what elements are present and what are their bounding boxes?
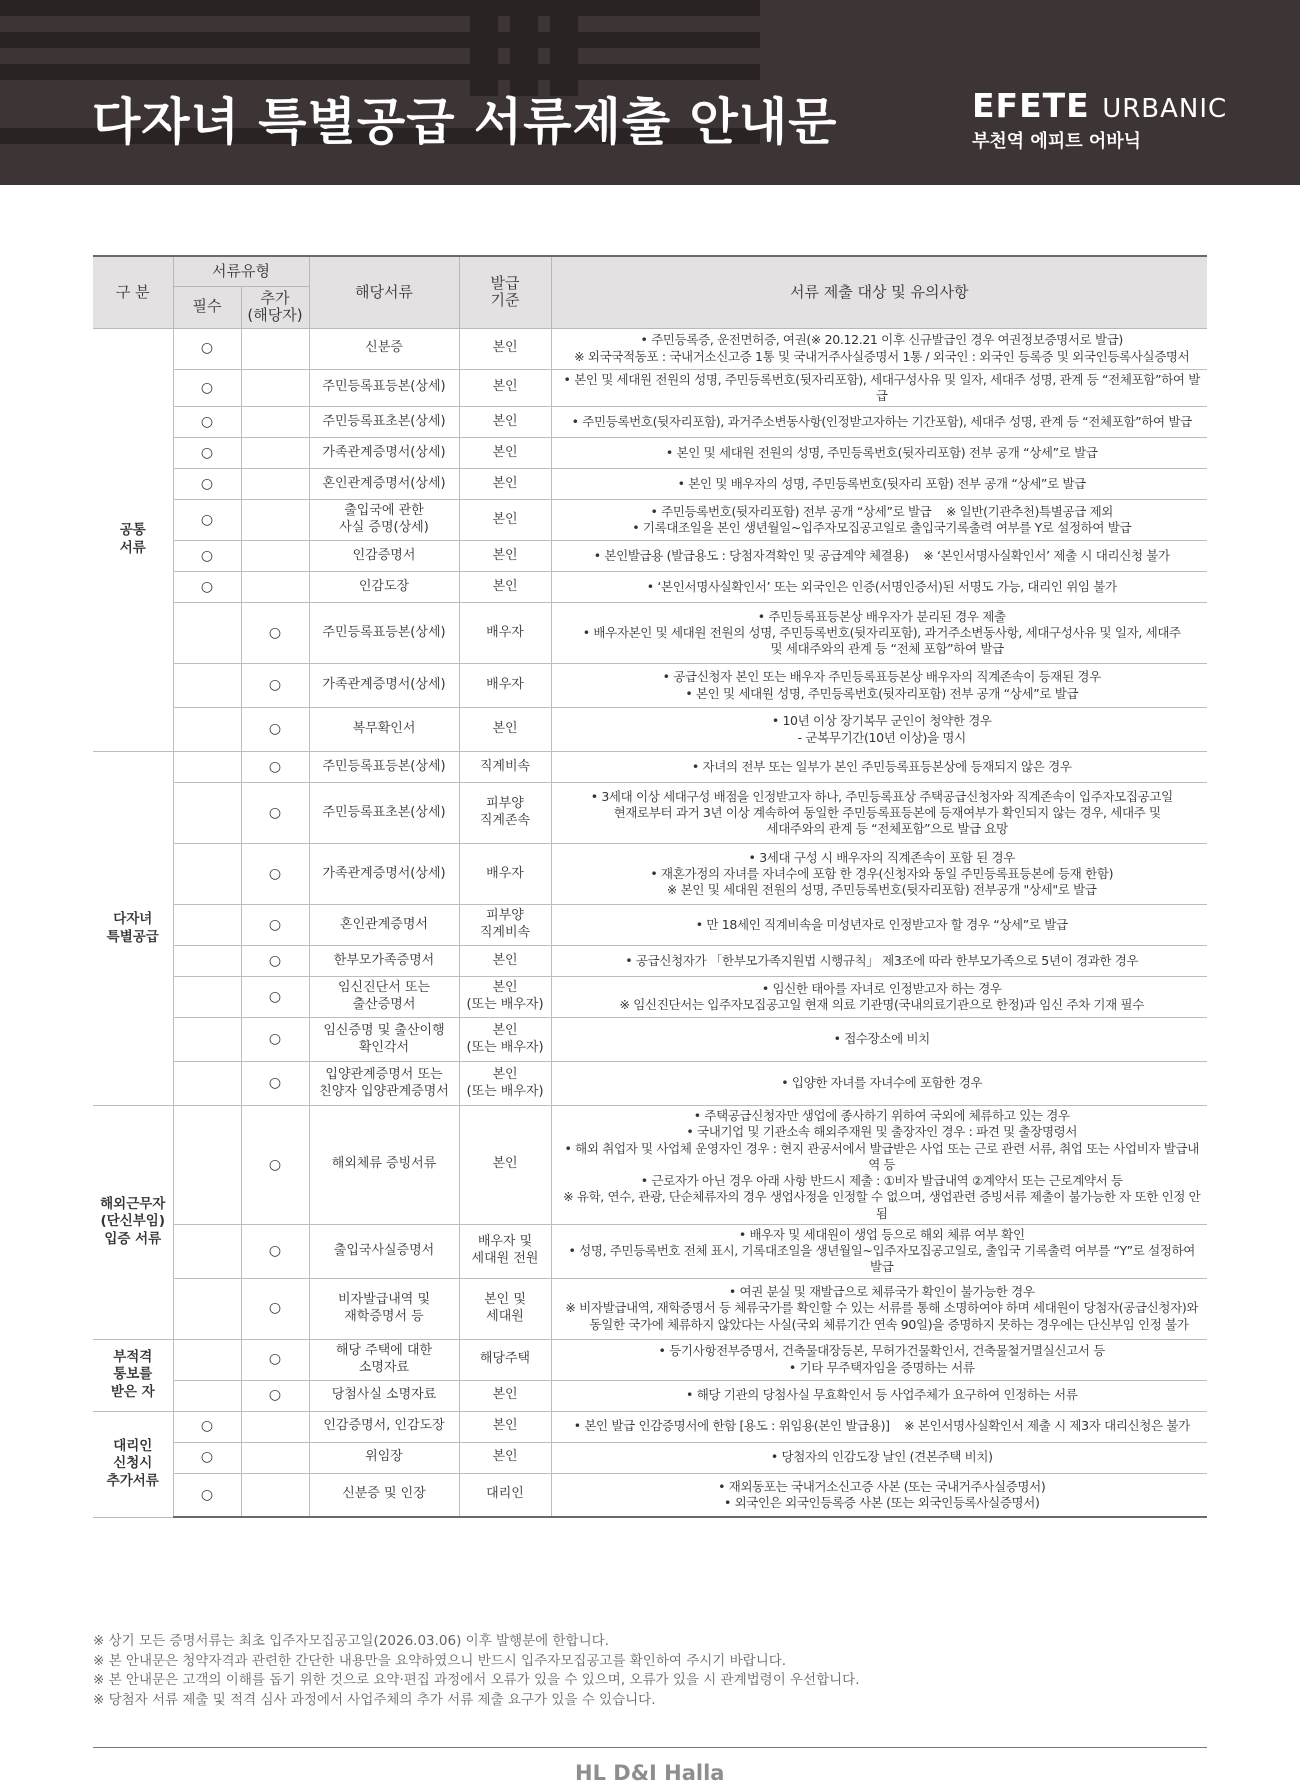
notes-cell [551,977,1207,1018]
table-row [93,1339,1207,1380]
category-cell: 해외근무자 (단신부임) 입증 서류 [93,1106,173,1340]
document-name: 복무확인서 [309,708,459,752]
note-line: • 임신한 태아를 자녀로 인정받고자 하는 경우 [761,980,1002,996]
additional-mark: ○ [241,977,309,1018]
table-row [93,752,1207,783]
table-row [93,946,1207,977]
additional-mark: ○ [241,752,309,783]
document-name: 가족관계증명서(상세) [309,844,459,905]
notes-cell [551,664,1207,708]
note-line: • 3세대 이상 세대구성 배점을 인정받고자 하나, 주민등록표상 주택공급신청자와 직계존속이 입주자모집공고일 [590,788,1173,804]
note-line: • 주민등록번호(뒷자리포함), 과거주소변동사항(인정받고자하는 기간포함), 세대주 성명, 관계 등 “전체포함”하여 발급 [571,413,1192,429]
notes-cell [551,1442,1207,1473]
note-line: • 주민등록번호(뒷자리포함) 전부 공개 “상세”로 발급 ※ 일반(기관추천)특별공급 제외 [650,503,1114,519]
required-mark: ○ [173,1411,241,1442]
issuance-basis: 본인 [459,469,551,500]
document-name: 혼인관계증명서(상세) [309,469,459,500]
required-mark: ○ [173,469,241,500]
additional-mark [241,1442,309,1473]
additional-mark: ○ [241,905,309,946]
note-line: - 군복무기간(10년 이상)을 명시 [797,729,966,745]
issuance-basis: 본인 [459,407,551,438]
table-row [93,905,1207,946]
note-line: • 3세대 구성 시 배우자의 직계존속이 포함 된 경우 [748,849,1015,865]
required-mark [173,1018,241,1062]
note-line: • 해외 취업자 및 사업체 운영자인 경우 : 현지 관공서에서 발급받은 사업 또는 근로 관련 서류, 취업 또는 사업비자 발급내역 등 [564,1140,1199,1172]
additional-mark: ○ [241,1278,309,1339]
note-line: • 기타 무주택자임을 증명하는 서류 [788,1359,975,1375]
note-line: • 본인발급용 (발급용도 : 당첨자격확인 및 공급계약 체결용) ※ ‘본인서명사실확인서’ 제출 시 대리신청 불가 [593,547,1170,563]
issuance-basis: 본인 [459,1411,551,1442]
issuance-basis: 본인 (또는 배우자) [459,1018,551,1062]
note-line: • 10년 이상 장기복무 군인이 청약한 경우 [771,713,992,729]
required-mark [173,1380,241,1411]
category-cell: 공통 서류 [93,328,173,752]
document-name: 주민등록표등본(상세) [309,603,459,664]
notes-cell [551,328,1207,369]
required-mark [173,946,241,977]
table-row [93,438,1207,469]
issuance-basis: 본인 [459,708,551,752]
brand-logo [972,86,1227,153]
footer-divider [93,1747,1207,1748]
note-line: • ‘본인서명사실확인서’ 또는 외국인은 인증(서명인증서)된 서명도 가능, 대리인 위임 불가 [646,578,1117,594]
required-mark: ○ [173,1442,241,1473]
additional-mark [241,1473,309,1517]
additional-mark: ○ [241,1018,309,1062]
issuance-basis: 배우자 및 세대원 전원 [459,1224,551,1278]
additional-mark: ○ [241,946,309,977]
footnote-line: ※ 본 안내문은 청약자격과 관련한 간단한 내용만을 요약하였으니 반드시 입주자모집공고를 확인하여 주시기 바랍니다. [93,1652,787,1669]
note-line: 및 세대주와의 관계 등 “전체 포함”하여 발급 [759,641,1004,657]
document-name: 한부모가족증명서 [309,946,459,977]
additional-mark: ○ [241,1224,309,1278]
note-line: • 여권 분실 및 재발급으로 체류국가 확인이 불가능한 경우 [728,1284,1035,1300]
note-line: • 자녀의 전부 또는 일부가 본인 주민등록표등본상에 등재되지 않은 경우 [691,758,1072,774]
page-title: 다자녀 특별공급 서류제출 안내문 [92,93,838,151]
additional-mark [241,541,309,572]
header-required: 필수 [173,286,241,328]
notes-cell [551,1062,1207,1106]
note-line: • 배우자본인 및 세대원 전원의 성명, 주민등록번호(뒷자리포함), 과거주소변동사항, 세대구성사유 및 일자, 세대주 [582,624,1181,640]
header-document: 해당서류 [309,256,459,328]
brand-sub-text: URBANIC [1102,94,1228,124]
header-stripe [0,0,760,16]
notes-cell [551,572,1207,603]
footnote-line: ※ 본 안내문은 고객의 이해를 돕기 위한 것으로 요약·편집 과정에서 오류가 있을 수 있으며, 오류가 있을 시 관계법령이 우선합니다. [93,1672,860,1689]
documents-table [93,255,1207,1518]
brand-main-text: EFETE [972,86,1090,125]
note-line: • 본인 및 배우자의 성명, 주민등록번호(뒷자리 포함) 전부 공개 “상세”로 발급 [677,475,1086,491]
notes-cell [551,1224,1207,1278]
note-line: • 근로자가 아닌 경우 아래 사항 반드시 제출 : ①비자 발급내역 ②계약서 또는 근로계약서 등 [640,1173,1123,1188]
required-mark: ○ [173,500,241,541]
header-doc-type: 서류유형 [173,256,309,286]
category-cell: 대리인 신청시 추가서류 [93,1411,173,1517]
additional-mark: ○ [241,844,309,905]
company-logo: HL D&I Halla [575,1761,725,1785]
additional-mark: ○ [241,664,309,708]
note-line: • 해당 기관의 당첨사실 무효확인서 등 사업주체가 요구하여 인정하는 서류 [686,1387,1078,1403]
note-line: • 재외동포는 국내거소신고증 사본 (또는 국내거주사실증명서) [718,1478,1046,1494]
required-mark [173,905,241,946]
header-basis: 발급 기준 [459,256,551,328]
note-line: • 주민등록표등본상 배우자가 분리된 경우 제출 [757,608,1006,624]
issuance-basis: 해당주택 [459,1339,551,1380]
note-line: • 국내기업 및 기관소속 해외주재원 및 출장자인 경우 : 파견 및 출장명령서 [686,1124,1078,1140]
document-name: 해당 주택에 대한 소명자료 [309,1339,459,1380]
issuance-basis: 본인 [459,1380,551,1411]
issuance-basis: 대리인 [459,1473,551,1517]
issuance-basis: 본인 [459,541,551,572]
issuance-basis: 배우자 [459,664,551,708]
issuance-basis: 본인 [459,369,551,407]
issuance-basis: 본인 [459,572,551,603]
additional-mark [241,469,309,500]
required-mark: ○ [173,1473,241,1517]
notes-cell [551,438,1207,469]
note-line: • 공급신청자가 「한부모가족지원법 시행규칙」 제3조에 따라 한부모가족으로 5년이 경과한 경우 [625,952,1139,968]
note-line: ※ 비자발급내역, 재학증명서 등 체류국가를 확인할 수 있는 서류를 통해 소명하여야 하며 세대원이 당첨자(공급신청자)와 [565,1300,1199,1316]
footnotes [93,1632,860,1710]
issuance-basis: 배우자 [459,603,551,664]
table-row [93,469,1207,500]
document-name: 인감증명서, 인감도장 [309,1411,459,1442]
required-mark: ○ [173,438,241,469]
issuance-basis: 배우자 [459,844,551,905]
document-name: 임신증명 및 출산이행 확인각서 [309,1018,459,1062]
additional-mark [241,369,309,407]
table-row [93,500,1207,541]
required-mark [173,708,241,752]
header-stripe [0,32,760,48]
notes-cell [551,1473,1207,1517]
table-row [93,783,1207,844]
brand-korean-name: 부천역 에피트 어바닉 [972,131,1142,152]
required-mark [173,1062,241,1106]
note-line: • 접수장소에 비치 [833,1031,930,1047]
notes-cell [551,844,1207,905]
required-mark [173,1106,241,1225]
required-mark [173,752,241,783]
required-mark: ○ [173,369,241,407]
note-line: 동일한 국가에 체류하지 않았다는 사실(국외 체류기간 연속 90일)을 증명하지 못하는 경우에는 단신부임 인정 불가 [575,1316,1189,1332]
category-cell: 부적격 통보를 받은 자 [93,1339,173,1411]
table-row [93,369,1207,407]
required-mark: ○ [173,328,241,369]
document-name: 비자발급내역 및 재학증명서 등 [309,1278,459,1339]
notes-cell [551,1380,1207,1411]
table-row [93,541,1207,572]
notes-cell [551,752,1207,783]
issuance-basis: 피부양 직계비속 [459,905,551,946]
note-line: • 본인 및 세대원 성명, 주민등록번호(뒷자리포함) 전부 공개 “상세”로 발급 [685,685,1079,701]
note-line: 현재로부터 과거 3년 이상 계속하여 동일한 주민등록표등본에 등재여부가 확인되지 않는 경우, 세대주 및 [602,804,1161,820]
note-line: 세대주와의 관계 등 “전체포함”으로 발급 요망 [755,821,1008,837]
document-name: 신분증 [309,328,459,369]
notes-cell [551,1278,1207,1339]
issuance-basis: 본인 [459,328,551,369]
required-mark [173,664,241,708]
document-name: 신분증 및 인장 [309,1473,459,1517]
footnote-line: ※ 당첨자 서류 제출 및 적격 심사 과정에서 사업주체의 추가 서류 제출 요구가 있을 수 있습니다. [93,1691,656,1708]
document-name: 가족관계증명서(상세) [309,664,459,708]
table-row [93,1224,1207,1278]
table-row [93,664,1207,708]
required-mark [173,1339,241,1380]
notes-cell [551,946,1207,977]
additional-mark: ○ [241,603,309,664]
notes-cell [551,1018,1207,1062]
issuance-basis: 직계비속 [459,752,551,783]
document-name: 출입국사실증명서 [309,1224,459,1278]
additional-mark [241,572,309,603]
table-row [93,1062,1207,1106]
header-additional: 추가 (해당자) [241,286,309,328]
issuance-basis: 본인 [459,946,551,977]
document-name: 위임장 [309,1442,459,1473]
note-line: • 재혼가정의 자녀를 자녀수에 포함 한 경우(신청자와 동일 주민등록표등본에 등재 한함) [650,865,1114,881]
document-name: 주민등록표초본(상세) [309,783,459,844]
category-cell: 다자녀 특별공급 [93,752,173,1106]
note-line: • 만 18세인 직계비속을 미성년자로 인정받고자 할 경우 “상세”로 발급 [695,916,1068,932]
notes-cell [551,369,1207,407]
additional-mark [241,407,309,438]
table-row [93,708,1207,752]
additional-mark: ○ [241,783,309,844]
note-line: ※ 유학, 연수, 관광, 단순체류자의 경우 생업사정을 인정할 수 없으며, 생업관련 증빙서류 제출이 불가능한 자 또한 인정 안됨 [563,1189,1201,1221]
additional-mark [241,328,309,369]
issuance-basis: 피부양 직계존속 [459,783,551,844]
table-row [93,1106,1207,1225]
additional-mark: ○ [241,1380,309,1411]
additional-mark: ○ [241,1106,309,1225]
notes-cell [551,1106,1207,1225]
note-line: • 주민등록증, 운전면허증, 여권(※ 20.12.21 이후 신규발급인 경우 여권정보증명서로 발급) [640,332,1123,348]
notes-cell [551,783,1207,844]
additional-mark [241,500,309,541]
additional-mark [241,438,309,469]
notes-cell [551,469,1207,500]
document-name: 해외체류 증빙서류 [309,1106,459,1225]
header-stripe [0,64,760,80]
table-row [93,1411,1207,1442]
note-line: • 성명, 주민등록번호 전체 표시, 기록대조일을 생년월일~입주자모집공고일로, 출입국 기록출력 여부를 “Y”로 설정하여 발급 [568,1243,1199,1275]
additional-mark [241,1411,309,1442]
note-line: • 입양한 자녀를 자녀수에 포함한 경우 [781,1075,983,1091]
note-line: ※ 본인 및 세대원 전원의 성명, 주민등록번호(뒷자리포함) 전부공개 "상세"로 발급 [666,882,1097,898]
document-name: 주민등록표초본(상세) [309,407,459,438]
required-mark: ○ [173,541,241,572]
note-line: ※ 임신진단서는 입주자모집공고일 현재 의료 기관명(국내의료기관으로 한정)과 임신 주차 기재 필수 [619,997,1144,1012]
required-mark [173,1224,241,1278]
note-line: • 본인 및 세대원 전원의 성명, 주민등록번호(뒷자리포함) 전부 공개 “상세”로 발급 [665,444,1098,460]
document-name: 가족관계증명서(상세) [309,438,459,469]
document-name: 주민등록표등본(상세) [309,369,459,407]
page-header [0,0,1300,185]
note-line: ※ 외국국적동포 : 국내거소신고증 1통 및 국내거주사실증명서 1통 / 외국인 : 외국인 등록증 및 외국인등록사실증명서 [574,348,1190,364]
issuance-basis: 본인 (또는 배우자) [459,977,551,1018]
document-name: 출입국에 관한 사실 증명(상세) [309,500,459,541]
notes-cell [551,541,1207,572]
note-line: • 본인 및 세대원 전원의 성명, 주민등록번호(뒷자리포함), 세대구성사유 및 일자, 세대주 성명, 관계 등 “전체포함”하여 발급 [563,371,1201,403]
table-row [93,407,1207,438]
table-row [93,1278,1207,1339]
header-notes: 서류 제출 대상 및 유의사항 [551,256,1207,328]
required-mark [173,977,241,1018]
issuance-basis: 본인 [459,1442,551,1473]
table-row [93,1442,1207,1473]
notes-cell [551,500,1207,541]
required-mark: ○ [173,572,241,603]
note-line: • 공급신청자 본인 또는 배우자 주민등록표등본상 배우자의 직계존속이 등재된 경우 [662,669,1101,685]
issuance-basis: 본인 (또는 배우자) [459,1062,551,1106]
table-row [93,1473,1207,1517]
required-mark [173,844,241,905]
document-name: 혼인관계증명서 [309,905,459,946]
note-line: • 외국인은 외국인등록증 사본 (또는 외국인등록사실증명서) [723,1494,1040,1510]
required-mark [173,603,241,664]
footnote-line: ※ 상기 모든 증명서류는 최초 입주자모집공고일(2026.03.06) 이후 발행분에 한합니다. [93,1633,609,1649]
table-row [93,1018,1207,1062]
notes-cell [551,1339,1207,1380]
additional-mark: ○ [241,1339,309,1380]
document-name: 입양관계증명서 또는 친양자 입양관계증명서 [309,1062,459,1106]
notes-cell [551,407,1207,438]
required-mark: ○ [173,407,241,438]
issuance-basis: 본인 [459,438,551,469]
document-name: 임신진단서 또는 출산증명서 [309,977,459,1018]
notes-cell [551,708,1207,752]
required-mark [173,783,241,844]
issuance-basis: 본인 및 세대원 [459,1278,551,1339]
table-row [93,572,1207,603]
issuance-basis: 본인 [459,1106,551,1225]
document-name: 당첨사실 소명자료 [309,1380,459,1411]
additional-mark: ○ [241,1062,309,1106]
note-line: • 당첨자의 인감도장 날인 (견본주택 비치) [770,1449,993,1465]
table-row [93,1380,1207,1411]
document-name: 인감증명서 [309,541,459,572]
notes-cell [551,1411,1207,1442]
document-name: 인감도장 [309,572,459,603]
note-line: • 등기사항전부증명서, 건축물대장등본, 무허가건물확인서, 건축물철거멸실신고서 등 [658,1343,1105,1359]
document-name: 주민등록표등본(상세) [309,752,459,783]
table-row [93,844,1207,905]
header-category: 구 분 [93,256,173,328]
additional-mark: ○ [241,708,309,752]
documents-table-body [93,328,1207,1517]
note-line: • 배우자 및 세대원이 생업 등으로 해외 체류 여부 확인 [738,1226,1025,1242]
note-line: • 기록대조일을 본인 생년월일~입주자모집공고일로 출입국기록출력 여부를 Y로 설정하여 발급 [632,520,1132,535]
notes-cell [551,603,1207,664]
notes-cell [551,905,1207,946]
table-row [93,328,1207,369]
issuance-basis: 본인 [459,500,551,541]
table-row [93,603,1207,664]
note-line: • 주택공급신청자만 생업에 종사하기 위하여 국외에 체류하고 있는 경우 [693,1108,1070,1123]
table-row [93,977,1207,1018]
required-mark [173,1278,241,1339]
note-line: • 본인 발급 인감증명서에 한함 [용도 : 위임용(본인 발급용)] ※ 본인서명사실확인서 제출 시 제3자 대리신청은 불가 [573,1418,1190,1434]
